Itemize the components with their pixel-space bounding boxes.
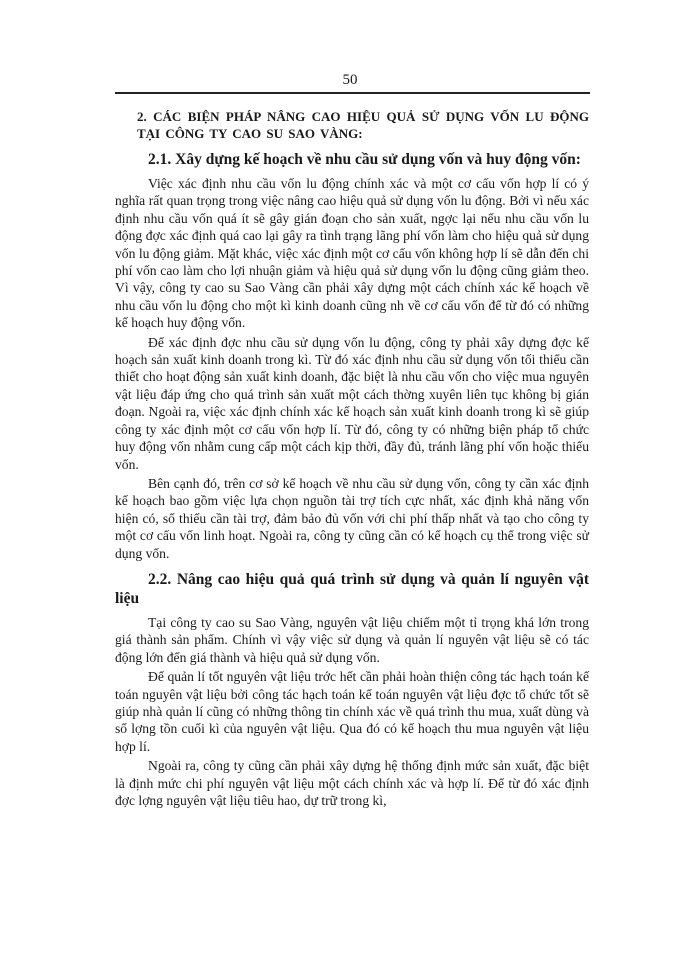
paragraph: Tại công ty cao su Sao Vàng, nguyên vật liệu chiếm một tỉ trọng khá lớn trong giá thành sản phẩm. Chính vì vậy việc sử dụng và quản lí nguyên vật liệu sẽ có tác động lớn đến giá thành và hiệu quả sử dụng vốn. — [115, 614, 589, 665]
paragraph: Việc xác định nhu cầu vốn lu động chính xác và một cơ cấu vốn hợp lí có ý nghĩa rất quan trọng trong việc nâng cao hiệu quả sử dụng vốn lu động. Bởi vì nếu xác định nhu cầu vốn quá ít sẽ gây gián đoạn cho sản xuất, ngợc lại nếu nhu cầu vốn lu động đợc xác định quá cao lại gây ra tình trạng lãng phí vốn làm cho hiệu quả sử dụng vốn lu động giảm. Mặt khác, việc xác định một cơ cấu vốn không hợp lí sẽ dẫn đến chi phí vốn cao làm cho lợi nhuận giảm và hiệu quả sử dụng vốn lu động cũng giảm theo. Vì vậy, công ty cao su Sao Vàng cần phải xây dựng một cách chính xác kế hoạch về nhu cầu vốn lu động cho một kì kinh doanh cũng nh về cơ cấu vốn để từ đó có những kế hoạch huy động vốn. — [115, 176, 589, 331]
chapter-title: 2. CÁC BIỆN PHÁP NÂNG CAO HIỆU QUẢ SỬ DỤNG VỐN LU ĐỘNG TẠI CÔNG TY CAO SU SAO VÀNG: — [137, 109, 589, 141]
paragraph: Bên cạnh đó, trên cơ sở kế hoạch về nhu cầu sử dụng vốn, công ty cần xác định kế hoạch bao gồm việc lựa chọn nguồn tài trợ tích cực nhất, xác định khả năng vốn hiện có, số thiếu cần tài trợ, đảm bảo đủ vốn với chi phí thấp nhất và tạo cho công ty một cơ cấu vốn linh hoạt. Ngoài ra, công ty cũng cần có kế hoạch cụ thể trong việc sử dụng vốn. — [115, 475, 589, 561]
section-title-2-2: 2.2. Nâng cao hiệu quả quá trình sử dụng và quản lí nguyên vật liệu — [115, 570, 589, 607]
header-rule — [115, 92, 590, 94]
page-number: 50 — [342, 72, 358, 88]
paragraph: Ngoài ra, công ty cũng cần phải xây dựng hệ thống định mức sản xuất, đặc biệt là định mức chi phí nguyên vật liệu một cách chính xác và hợp lí. Để từ đó xác định đợc lợng nguyên vật liệu tiêu hao, dự trữ trong kì, — [115, 758, 589, 808]
section-title-2-1: 2.1. Xây dựng kế hoạch về nhu cầu sử dụng vốn và huy động vốn: — [148, 151, 581, 168]
page-content — [115, 108, 589, 809]
paragraph: Để xác định đợc nhu cầu sử dụng vốn lu động, công ty phải xây dựng đợc kế hoạch sản xuất kinh doanh trong kì. Từ đó xác định nhu cầu sử dụng vốn tối thiểu cần thiết cho hoạt động sản xuất kinh doanh, đặc biệt là nhu cầu vốn cho việc mua nguyên vật liệu đáp ứng cho quá trình sản xuất một cách thờng xuyên liên tục không bị gián đoạn. Ngoài ra, việc xác định chính xác kế hoạch sản xuất kinh doanh trong kì sẽ giúp công ty xác định một cơ cấu vốn hợp lí. Từ đó, công ty có những biện pháp tổ chức huy động vốn nhằm cung cấp một cách kịp thời, đầy đủ, tránh lãng phí vốn hoặc thiếu vốn. — [115, 334, 589, 472]
paragraph: Để quản lí tốt nguyên vật liệu trớc hết cần phải hoàn thiện công tác hạch toán kế toán nguyên vật liệu bởi công tác hạch toán kế toán nguyên vật liệu đợc tổ chức tốt sẽ giúp nhà quản lí cũng có những thông tin chính xác về quá trình thu mua, xuất dùng và số lợng tồn cuối kì của nguyên vật liệu. Qua đó có kế hoạch thu mua nguyên vật liệu hợp lí. — [115, 669, 589, 754]
